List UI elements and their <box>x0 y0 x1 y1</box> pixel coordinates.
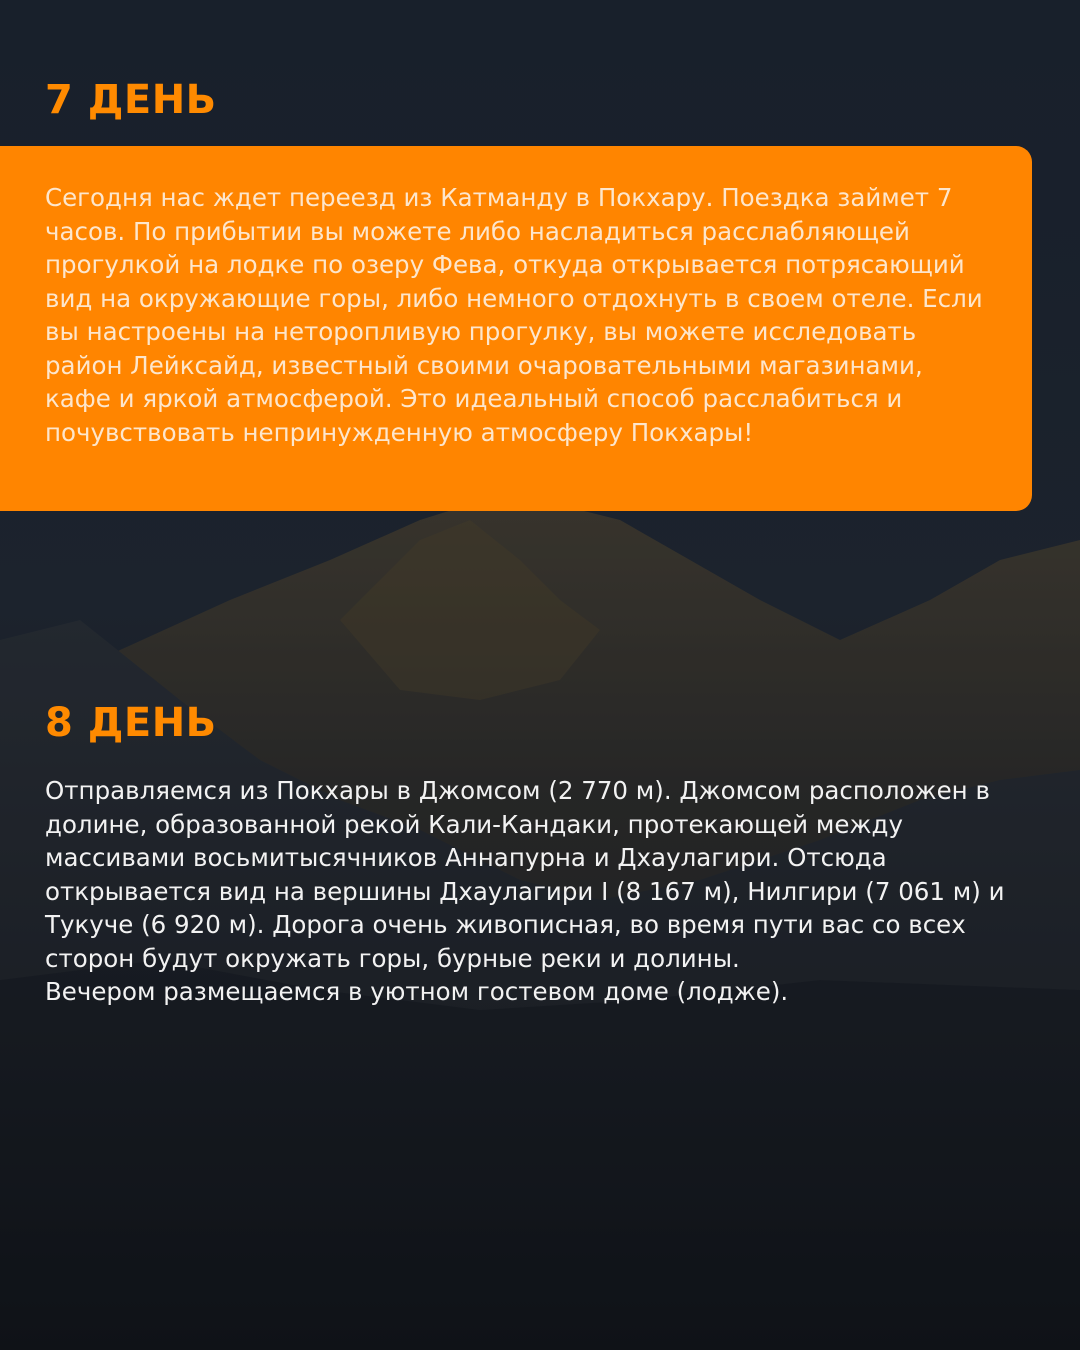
day-8-title: 8 ДЕНЬ <box>45 700 217 746</box>
day-7-description-card <box>0 146 1032 511</box>
day-7-title: 7 ДЕНЬ <box>45 77 217 123</box>
day-8-paragraph-1: Отправляемся из Покхары в Джомсом (2 770 м). Джомсом расположен в долине, образованной рекой Кали-Кандаки, протекающей между массивами восьмитысячников Аннапурна и Дхаулагири. Отсюда открывается вид на вершины Дхаулагири I (8 167 м), Нилгири (7 061 м) и Тукуче (6 920 м). Дорога очень живописная, во время пути вас со всех сторон будут окружать горы, бурные реки и долины. <box>45 776 1005 973</box>
day-8-description <box>45 774 1005 1009</box>
day-8-paragraph-2: Вечером размещаемся в уютном гостевом доме (лодже). <box>45 977 789 1006</box>
day-7-description: Сегодня нас ждет переезд из Катманду в Покхару. Поездка займет 7 часов. По прибытии вы можете либо насладиться расслабляющей прогулкой на лодке по озеру Фева, откуда открывается потрясающий вид на окружающие горы, либо немного отдохнуть в своем отеле. Если вы настроены на неторопливую прогулку, вы можете исследовать район Лейксайд, известный своими очаровательными магазинами, кафе и яркой атмосферой. Это идеальный способ расслабиться и почувствовать непринужденную атмосферу Покхары! <box>45 183 983 447</box>
